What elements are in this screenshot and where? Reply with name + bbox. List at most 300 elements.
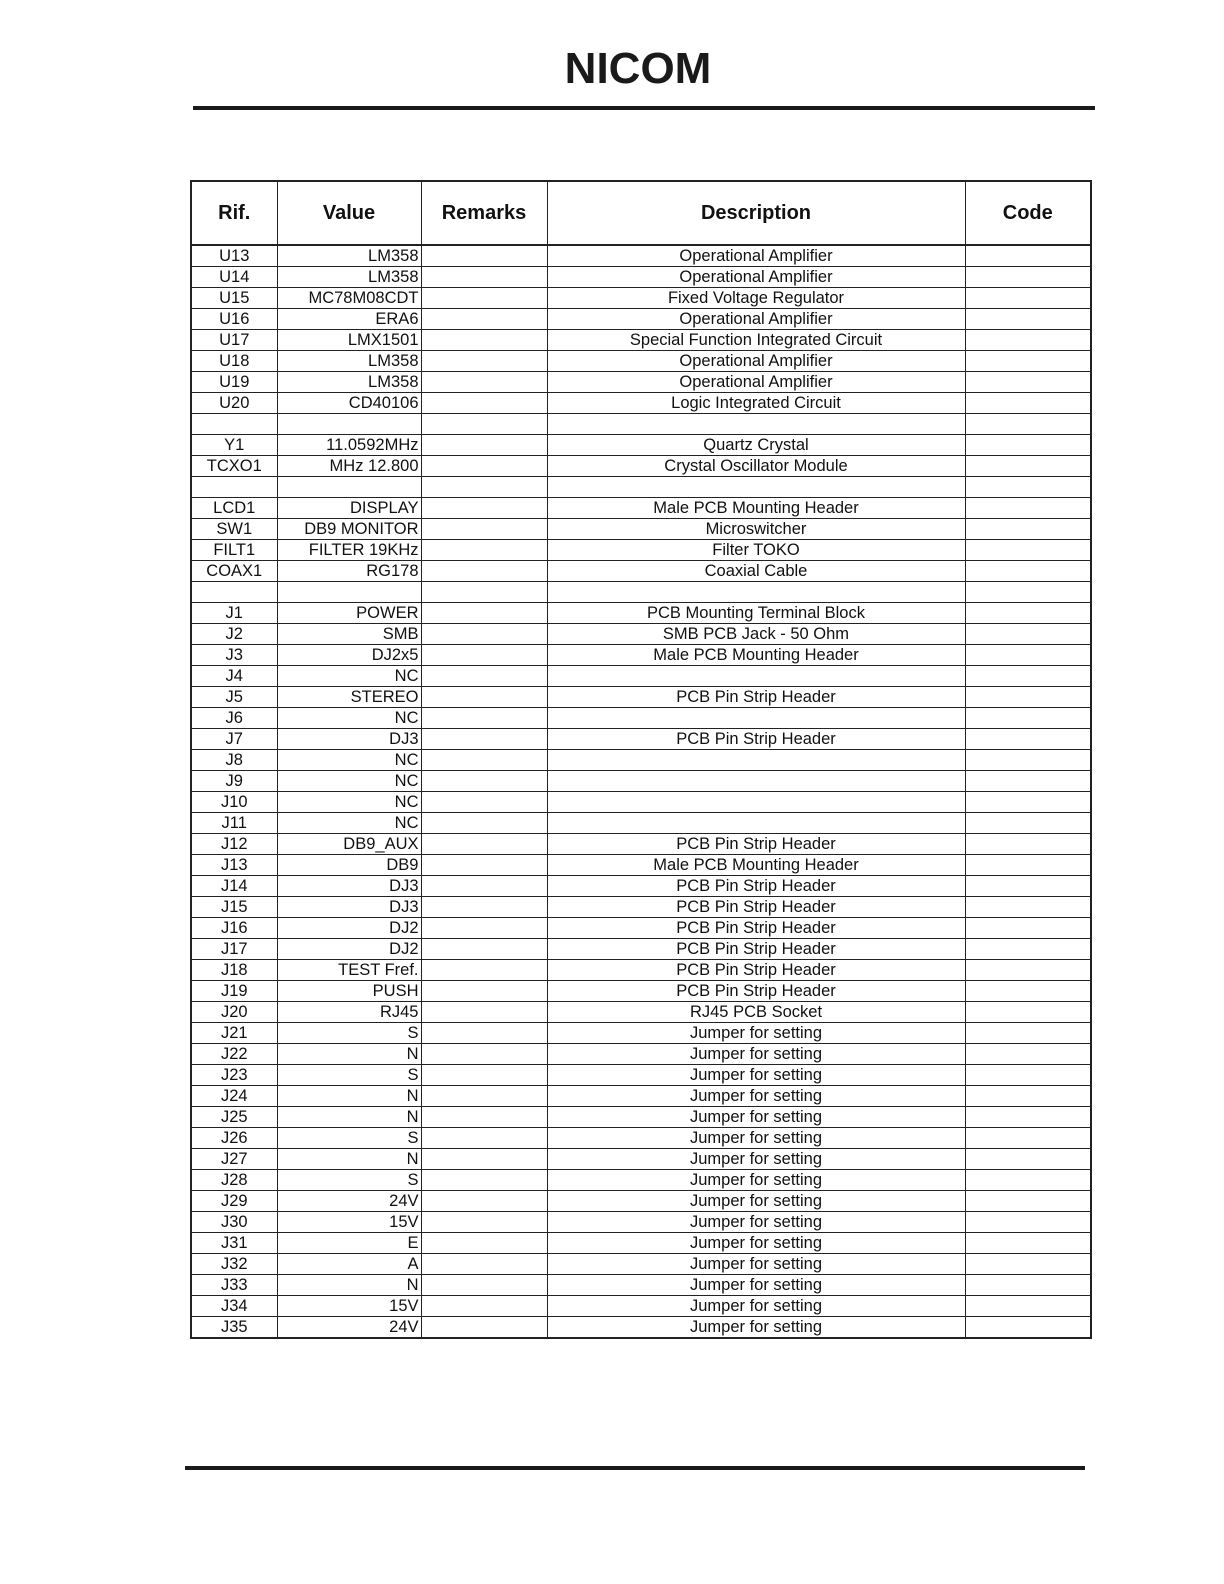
cell-rif: J26 xyxy=(191,1128,277,1149)
cell-description: PCB Pin Strip Header xyxy=(547,897,965,918)
cell-remarks xyxy=(421,1044,547,1065)
cell-description xyxy=(547,750,965,771)
cell-code xyxy=(965,414,1091,435)
column-header-remarks: Remarks xyxy=(421,181,547,245)
cell-rif: J33 xyxy=(191,1275,277,1296)
table-row xyxy=(191,435,1091,456)
cell-description: Microswitcher xyxy=(547,519,965,540)
cell-remarks xyxy=(421,540,547,561)
table-row xyxy=(191,267,1091,288)
cell-code xyxy=(965,729,1091,750)
cell-description: Operational Amplifier xyxy=(547,245,965,267)
cell-remarks xyxy=(421,561,547,582)
cell-remarks xyxy=(421,666,547,687)
cell-value xyxy=(277,582,421,603)
cell-remarks xyxy=(421,330,547,351)
cell-description: Jumper for setting xyxy=(547,1233,965,1254)
cell-value: NC xyxy=(277,792,421,813)
cell-remarks xyxy=(421,897,547,918)
cell-remarks xyxy=(421,372,547,393)
cell-code xyxy=(965,1317,1091,1339)
cell-rif: J11 xyxy=(191,813,277,834)
cell-value: E xyxy=(277,1233,421,1254)
cell-description: Operational Amplifier xyxy=(547,309,965,330)
cell-rif: J30 xyxy=(191,1212,277,1233)
cell-value xyxy=(277,477,421,498)
table-row xyxy=(191,456,1091,477)
cell-description: PCB Pin Strip Header xyxy=(547,918,965,939)
cell-value xyxy=(277,414,421,435)
table-row xyxy=(191,792,1091,813)
cell-value: NC xyxy=(277,750,421,771)
cell-rif: J9 xyxy=(191,771,277,792)
cell-code xyxy=(965,351,1091,372)
table-row xyxy=(191,1296,1091,1317)
table-row xyxy=(191,876,1091,897)
cell-value: S xyxy=(277,1128,421,1149)
column-header-code: Code xyxy=(965,181,1091,245)
cell-rif: J5 xyxy=(191,687,277,708)
cell-value: SMB xyxy=(277,624,421,645)
cell-remarks xyxy=(421,1149,547,1170)
cell-description: Jumper for setting xyxy=(547,1296,965,1317)
cell-code xyxy=(965,288,1091,309)
cell-value: STEREO xyxy=(277,687,421,708)
cell-rif: J15 xyxy=(191,897,277,918)
cell-rif: FILT1 xyxy=(191,540,277,561)
cell-remarks xyxy=(421,687,547,708)
cell-remarks xyxy=(421,1275,547,1296)
cell-value: DISPLAY xyxy=(277,498,421,519)
cell-value: LM358 xyxy=(277,267,421,288)
cell-code xyxy=(965,393,1091,414)
cell-value: N xyxy=(277,1107,421,1128)
cell-remarks xyxy=(421,960,547,981)
cell-value: DB9 MONITOR xyxy=(277,519,421,540)
table-row xyxy=(191,687,1091,708)
cell-value: NC xyxy=(277,771,421,792)
table-row xyxy=(191,1317,1091,1339)
cell-remarks xyxy=(421,1128,547,1149)
table-row xyxy=(191,855,1091,876)
cell-value: NC xyxy=(277,813,421,834)
cell-value: MC78M08CDT xyxy=(277,288,421,309)
cell-rif: J27 xyxy=(191,1149,277,1170)
cell-description: RJ45 PCB Socket xyxy=(547,1002,965,1023)
cell-code xyxy=(965,498,1091,519)
table-row xyxy=(191,288,1091,309)
cell-code xyxy=(965,456,1091,477)
cell-rif: J12 xyxy=(191,834,277,855)
table-row xyxy=(191,1170,1091,1191)
cell-remarks xyxy=(421,414,547,435)
cell-value: N xyxy=(277,1275,421,1296)
cell-rif: U16 xyxy=(191,309,277,330)
table-row xyxy=(191,813,1091,834)
cell-code xyxy=(965,771,1091,792)
table-row xyxy=(191,645,1091,666)
cell-value: S xyxy=(277,1065,421,1086)
cell-rif: J29 xyxy=(191,1191,277,1212)
cell-code xyxy=(965,1128,1091,1149)
cell-value: LM358 xyxy=(277,351,421,372)
cell-remarks xyxy=(421,393,547,414)
cell-remarks xyxy=(421,729,547,750)
cell-rif: J25 xyxy=(191,1107,277,1128)
cell-remarks xyxy=(421,603,547,624)
cell-value: ERA6 xyxy=(277,309,421,330)
cell-rif: J18 xyxy=(191,960,277,981)
cell-rif: Y1 xyxy=(191,435,277,456)
cell-remarks xyxy=(421,351,547,372)
cell-rif: J6 xyxy=(191,708,277,729)
cell-code xyxy=(965,603,1091,624)
table-row xyxy=(191,1044,1091,1065)
cell-rif: J8 xyxy=(191,750,277,771)
cell-value: LMX1501 xyxy=(277,330,421,351)
cell-description: PCB Mounting Terminal Block xyxy=(547,603,965,624)
cell-remarks xyxy=(421,855,547,876)
cell-rif: U17 xyxy=(191,330,277,351)
cell-value: DJ3 xyxy=(277,897,421,918)
cell-description xyxy=(547,771,965,792)
cell-code xyxy=(965,624,1091,645)
brand-title: NICOM xyxy=(564,44,712,93)
cell-description: Jumper for setting xyxy=(547,1044,965,1065)
table-row xyxy=(191,750,1091,771)
cell-code xyxy=(965,1107,1091,1128)
cell-description: Quartz Crystal xyxy=(547,435,965,456)
cell-code xyxy=(965,540,1091,561)
cell-code xyxy=(965,897,1091,918)
cell-description xyxy=(547,708,965,729)
cell-code xyxy=(965,1170,1091,1191)
cell-description: Jumper for setting xyxy=(547,1275,965,1296)
cell-value: N xyxy=(277,1044,421,1065)
cell-remarks xyxy=(421,477,547,498)
cell-code xyxy=(965,267,1091,288)
cell-value: 15V xyxy=(277,1296,421,1317)
cell-code xyxy=(965,1212,1091,1233)
cell-code xyxy=(965,813,1091,834)
cell-rif: J13 xyxy=(191,855,277,876)
cell-description: Jumper for setting xyxy=(547,1191,965,1212)
cell-rif: COAX1 xyxy=(191,561,277,582)
cell-description: Jumper for setting xyxy=(547,1128,965,1149)
cell-description: SMB PCB Jack - 50 Ohm xyxy=(547,624,965,645)
cell-rif: U19 xyxy=(191,372,277,393)
cell-remarks xyxy=(421,1233,547,1254)
cell-value: NC xyxy=(277,708,421,729)
cell-rif: J24 xyxy=(191,1086,277,1107)
cell-description: Jumper for setting xyxy=(547,1212,965,1233)
table-row xyxy=(191,561,1091,582)
cell-remarks xyxy=(421,750,547,771)
cell-value: RJ45 xyxy=(277,1002,421,1023)
cell-description: PCB Pin Strip Header xyxy=(547,939,965,960)
cell-description: Coaxial Cable xyxy=(547,561,965,582)
cell-rif: J20 xyxy=(191,1002,277,1023)
cell-code xyxy=(965,939,1091,960)
cell-remarks xyxy=(421,245,547,267)
cell-rif: U14 xyxy=(191,267,277,288)
cell-description: Male PCB Mounting Header xyxy=(547,855,965,876)
table-row xyxy=(191,981,1091,1002)
parts-table xyxy=(190,180,1092,1339)
cell-code xyxy=(965,1086,1091,1107)
cell-code xyxy=(965,750,1091,771)
cell-description: Crystal Oscillator Module xyxy=(547,456,965,477)
table-row xyxy=(191,498,1091,519)
table-row xyxy=(191,834,1091,855)
table-row xyxy=(191,1233,1091,1254)
cell-rif: J1 xyxy=(191,603,277,624)
cell-value: LM358 xyxy=(277,245,421,267)
cell-value: POWER xyxy=(277,603,421,624)
cell-code xyxy=(965,981,1091,1002)
cell-remarks xyxy=(421,1170,547,1191)
header-divider xyxy=(193,106,1095,110)
cell-code xyxy=(965,1023,1091,1044)
cell-remarks xyxy=(421,1002,547,1023)
cell-description: PCB Pin Strip Header xyxy=(547,960,965,981)
cell-value: DB9_AUX xyxy=(277,834,421,855)
table-row xyxy=(191,1149,1091,1170)
table-row xyxy=(191,1107,1091,1128)
cell-remarks xyxy=(421,1254,547,1275)
cell-description: Male PCB Mounting Header xyxy=(547,498,965,519)
cell-rif: J17 xyxy=(191,939,277,960)
table-row xyxy=(191,330,1091,351)
cell-remarks xyxy=(421,1296,547,1317)
cell-value: CD40106 xyxy=(277,393,421,414)
cell-code xyxy=(965,687,1091,708)
cell-description: Operational Amplifier xyxy=(547,372,965,393)
cell-remarks xyxy=(421,1107,547,1128)
parts-table-header xyxy=(191,181,1091,245)
cell-code xyxy=(965,1065,1091,1086)
column-header-value: Value xyxy=(277,181,421,245)
cell-remarks xyxy=(421,708,547,729)
cell-rif: U20 xyxy=(191,393,277,414)
table-row xyxy=(191,540,1091,561)
cell-rif: U18 xyxy=(191,351,277,372)
table-row xyxy=(191,1002,1091,1023)
cell-value: N xyxy=(277,1149,421,1170)
cell-remarks xyxy=(421,309,547,330)
cell-value: FILTER 19KHz xyxy=(277,540,421,561)
cell-code xyxy=(965,1254,1091,1275)
cell-code xyxy=(965,519,1091,540)
table-row xyxy=(191,918,1091,939)
cell-code xyxy=(965,792,1091,813)
cell-description: Jumper for setting xyxy=(547,1065,965,1086)
cell-rif xyxy=(191,582,277,603)
cell-rif: TCXO1 xyxy=(191,456,277,477)
header-row xyxy=(191,181,1091,245)
cell-rif: J34 xyxy=(191,1296,277,1317)
cell-value: DB9 xyxy=(277,855,421,876)
cell-code xyxy=(965,561,1091,582)
cell-rif: J21 xyxy=(191,1023,277,1044)
cell-remarks xyxy=(421,771,547,792)
cell-description: Jumper for setting xyxy=(547,1086,965,1107)
table-row xyxy=(191,414,1091,435)
cell-rif: SW1 xyxy=(191,519,277,540)
cell-remarks xyxy=(421,813,547,834)
cell-rif: J7 xyxy=(191,729,277,750)
cell-description xyxy=(547,792,965,813)
table-row xyxy=(191,1191,1091,1212)
table-row xyxy=(191,603,1091,624)
cell-remarks xyxy=(421,1317,547,1339)
table-row xyxy=(191,708,1091,729)
column-header-rif: Rif. xyxy=(191,181,277,245)
cell-remarks xyxy=(421,519,547,540)
cell-remarks xyxy=(421,624,547,645)
cell-code xyxy=(965,1296,1091,1317)
cell-value: N xyxy=(277,1086,421,1107)
cell-code xyxy=(965,1191,1091,1212)
cell-description: PCB Pin Strip Header xyxy=(547,834,965,855)
cell-code xyxy=(965,372,1091,393)
cell-remarks xyxy=(421,1023,547,1044)
cell-code xyxy=(965,645,1091,666)
cell-code xyxy=(965,1149,1091,1170)
cell-rif: J23 xyxy=(191,1065,277,1086)
cell-value: MHz 12.800 xyxy=(277,456,421,477)
cell-description: Logic Integrated Circuit xyxy=(547,393,965,414)
cell-value: S xyxy=(277,1023,421,1044)
cell-description: PCB Pin Strip Header xyxy=(547,729,965,750)
cell-remarks xyxy=(421,645,547,666)
cell-code xyxy=(965,1044,1091,1065)
cell-remarks xyxy=(421,288,547,309)
cell-description: PCB Pin Strip Header xyxy=(547,981,965,1002)
table-row xyxy=(191,897,1091,918)
table-row xyxy=(191,729,1091,750)
cell-rif: J2 xyxy=(191,624,277,645)
cell-description: Jumper for setting xyxy=(547,1149,965,1170)
table-row xyxy=(191,1212,1091,1233)
cell-description xyxy=(547,813,965,834)
cell-description: PCB Pin Strip Header xyxy=(547,687,965,708)
cell-rif: J10 xyxy=(191,792,277,813)
cell-code xyxy=(965,477,1091,498)
cell-value: DJ2 xyxy=(277,939,421,960)
cell-remarks xyxy=(421,582,547,603)
table-row xyxy=(191,245,1091,267)
cell-rif: U15 xyxy=(191,288,277,309)
cell-code xyxy=(965,834,1091,855)
table-row xyxy=(191,582,1091,603)
cell-rif: J3 xyxy=(191,645,277,666)
table-row xyxy=(191,939,1091,960)
cell-rif: J14 xyxy=(191,876,277,897)
cell-value: LM358 xyxy=(277,372,421,393)
column-header-description: Description xyxy=(547,181,965,245)
table-row xyxy=(191,393,1091,414)
table-row xyxy=(191,960,1091,981)
cell-value: 24V xyxy=(277,1317,421,1339)
cell-rif: LCD1 xyxy=(191,498,277,519)
cell-code xyxy=(965,876,1091,897)
cell-code xyxy=(965,918,1091,939)
cell-remarks xyxy=(421,834,547,855)
table-row xyxy=(191,372,1091,393)
cell-description: PCB Pin Strip Header xyxy=(547,876,965,897)
cell-code xyxy=(965,330,1091,351)
cell-code xyxy=(965,435,1091,456)
cell-rif: J31 xyxy=(191,1233,277,1254)
table-row xyxy=(191,666,1091,687)
cell-remarks xyxy=(421,456,547,477)
table-row xyxy=(191,519,1091,540)
cell-description: Jumper for setting xyxy=(547,1023,965,1044)
cell-code xyxy=(965,309,1091,330)
cell-code xyxy=(965,245,1091,267)
cell-rif: J16 xyxy=(191,918,277,939)
cell-description: Jumper for setting xyxy=(547,1317,965,1339)
cell-value: NC xyxy=(277,666,421,687)
table-row xyxy=(191,351,1091,372)
cell-value: DJ3 xyxy=(277,729,421,750)
cell-description: Operational Amplifier xyxy=(547,267,965,288)
table-row xyxy=(191,1065,1091,1086)
cell-rif xyxy=(191,414,277,435)
cell-value: RG178 xyxy=(277,561,421,582)
cell-value: DJ3 xyxy=(277,876,421,897)
cell-value: 24V xyxy=(277,1191,421,1212)
cell-remarks xyxy=(421,939,547,960)
table-row xyxy=(191,1086,1091,1107)
cell-description: Male PCB Mounting Header xyxy=(547,645,965,666)
cell-code xyxy=(965,960,1091,981)
cell-remarks xyxy=(421,792,547,813)
parts-table-body xyxy=(191,245,1091,1338)
cell-rif: J32 xyxy=(191,1254,277,1275)
cell-remarks xyxy=(421,1086,547,1107)
cell-value: TEST Fref. xyxy=(277,960,421,981)
cell-value: DJ2 xyxy=(277,918,421,939)
cell-rif: J4 xyxy=(191,666,277,687)
cell-remarks xyxy=(421,876,547,897)
cell-description xyxy=(547,582,965,603)
cell-remarks xyxy=(421,267,547,288)
cell-description: Fixed Voltage Regulator xyxy=(547,288,965,309)
table-row xyxy=(191,624,1091,645)
cell-value: 15V xyxy=(277,1212,421,1233)
cell-description: Filter TOKO xyxy=(547,540,965,561)
cell-code xyxy=(965,1275,1091,1296)
cell-description: Jumper for setting xyxy=(547,1254,965,1275)
table-row xyxy=(191,1023,1091,1044)
cell-value: DJ2x5 xyxy=(277,645,421,666)
cell-code xyxy=(965,1002,1091,1023)
cell-remarks xyxy=(421,1212,547,1233)
cell-code xyxy=(965,666,1091,687)
cell-rif: U13 xyxy=(191,245,277,267)
table-row xyxy=(191,1275,1091,1296)
cell-description: Jumper for setting xyxy=(547,1107,965,1128)
cell-remarks xyxy=(421,918,547,939)
table-row xyxy=(191,771,1091,792)
cell-description xyxy=(547,477,965,498)
cell-code xyxy=(965,855,1091,876)
cell-code xyxy=(965,708,1091,729)
cell-description xyxy=(547,666,965,687)
cell-value: PUSH xyxy=(277,981,421,1002)
